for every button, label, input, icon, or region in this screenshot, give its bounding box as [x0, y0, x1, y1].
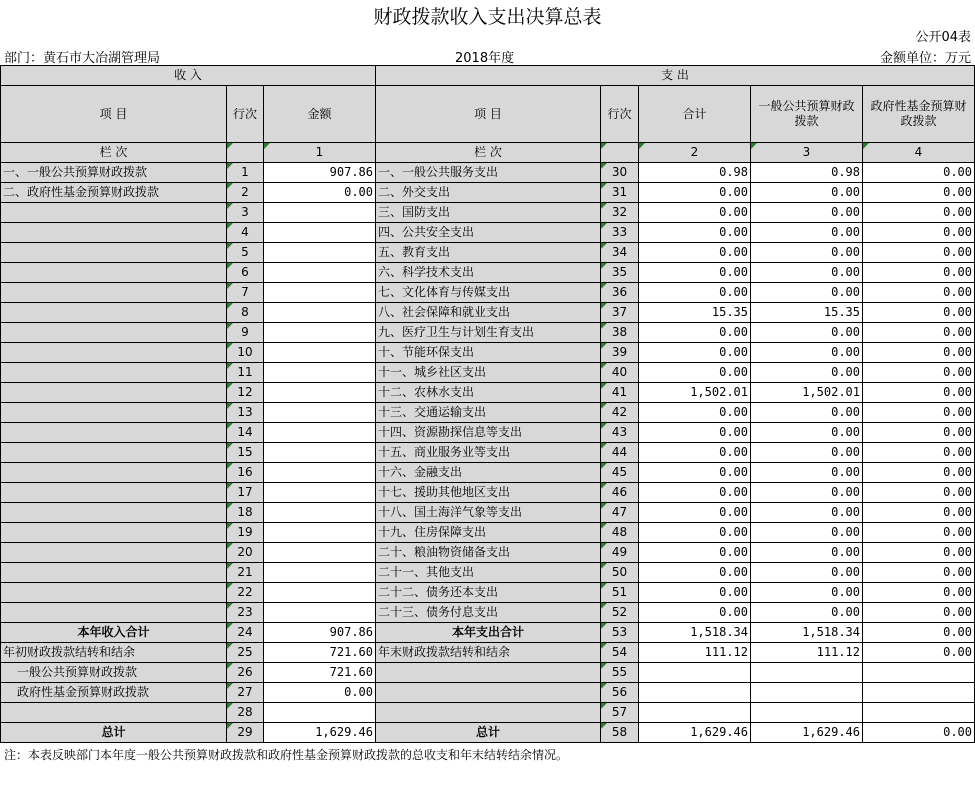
income-item-cell: 本年收入合计: [1, 623, 227, 643]
income-row-no-cell: 6: [227, 263, 264, 283]
income-amount-cell: [264, 583, 376, 603]
income-amount-cell: 0.00: [264, 683, 376, 703]
income-amount-cell: 721.60: [264, 643, 376, 663]
expense-gov-fund-cell: 0.00: [863, 643, 975, 663]
expense-total-cell: 0.00: [639, 543, 751, 563]
expense-total-cell: 0.00: [639, 443, 751, 463]
income-row-no-cell: 19: [227, 523, 264, 543]
table-row: [1, 563, 975, 583]
expense-general-budget-cell: 0.00: [751, 603, 863, 623]
income-row-no-cell: 21: [227, 563, 264, 583]
expense-item-cell: 十九、住房保障支出: [376, 523, 601, 543]
income-amount-cell: [264, 403, 376, 423]
fiscal-year: 2018年度: [455, 51, 515, 66]
income-row-no-cell: 4: [227, 223, 264, 243]
expense-item-cell: 二十二、债务还本支出: [376, 583, 601, 603]
expense-total-cell: [639, 703, 751, 723]
expense-row-no-cell: 41: [601, 383, 639, 403]
expense-gov-fund-cell: 0.00: [863, 463, 975, 483]
expense-general-budget-cell: 1,518.34: [751, 623, 863, 643]
expense-row-no-cell: 43: [601, 423, 639, 443]
expense-item-cell: 十六、金融支出: [376, 463, 601, 483]
expense-gov-fund-cell: [863, 663, 975, 683]
income-row-no-cell: 12: [227, 383, 264, 403]
expense-general-budget-cell: 0.00: [751, 363, 863, 383]
expense-row-no-cell: 38: [601, 323, 639, 343]
table-row: [1, 603, 975, 623]
expense-item-cell: 十七、援助其他地区支出: [376, 483, 601, 503]
table-row: [1, 523, 975, 543]
expense-row-no-cell: 58: [601, 723, 639, 743]
income-row-no-cell: 29: [227, 723, 264, 743]
expense-gov-fund-cell: 0.00: [863, 443, 975, 463]
expense-general-budget-cell: 0.00: [751, 463, 863, 483]
table-row: [1, 343, 975, 363]
expense-item-cell: 七、文化体育与传媒支出: [376, 283, 601, 303]
expense-general-budget-cell: 0.00: [751, 223, 863, 243]
expense-row-no-cell: 47: [601, 503, 639, 523]
expense-row-no-cell: 33: [601, 223, 639, 243]
expense-gov-fund-cell: 0.00: [863, 243, 975, 263]
appropriation-summary-table: [0, 65, 975, 743]
column-index-1: 1: [264, 143, 376, 163]
table-row: [1, 583, 975, 603]
expense-general-budget-cell: 15.35: [751, 303, 863, 323]
income-item-cell: [1, 563, 227, 583]
expense-general-budget-cell: [751, 663, 863, 683]
expense-general-budget-cell: 0.00: [751, 343, 863, 363]
income-amount-cell: [264, 323, 376, 343]
expense-item-cell: 二十三、债务付息支出: [376, 603, 601, 623]
table-row: [1, 423, 975, 443]
expense-gov-fund-cell: 0.00: [863, 283, 975, 303]
expense-item-cell: 十五、商业服务业等支出: [376, 443, 601, 463]
expense-row-no-header: 行次: [601, 86, 639, 143]
expense-total-cell: 0.00: [639, 203, 751, 223]
income-item-cell: [1, 443, 227, 463]
table-row: [1, 303, 975, 323]
expense-gov-fund-cell: 0.00: [863, 543, 975, 563]
table-row: [1, 703, 975, 723]
table-row: [1, 203, 975, 223]
income-amount-cell: [264, 383, 376, 403]
expense-general-budget-cell: 0.00: [751, 443, 863, 463]
expense-row-no-cell: 53: [601, 623, 639, 643]
income-amount-cell: 907.86: [264, 163, 376, 183]
table-row: [1, 503, 975, 523]
income-row-no-cell: 26: [227, 663, 264, 683]
income-amount-header: 金额: [264, 86, 376, 143]
expense-row-no-cell: 57: [601, 703, 639, 723]
expense-row-no-cell: 56: [601, 683, 639, 703]
table-row: [1, 643, 975, 663]
expense-item-cell: 二十一、其他支出: [376, 563, 601, 583]
expense-gov-fund-cell: 0.00: [863, 183, 975, 203]
income-amount-cell: [264, 343, 376, 363]
income-item-cell: [1, 463, 227, 483]
expense-general-budget-cell: 1,502.01: [751, 383, 863, 403]
income-amount-cell: [264, 703, 376, 723]
income-item-cell: [1, 343, 227, 363]
income-item-header: 项 目: [1, 86, 227, 143]
expense-gov-fund-cell: 0.00: [863, 263, 975, 283]
expense-row-no-cell: 51: [601, 583, 639, 603]
income-item-cell: 二、政府性基金预算财政拨款: [1, 183, 227, 203]
income-row-no-cell: 27: [227, 683, 264, 703]
income-amount-cell: 0.00: [264, 183, 376, 203]
expense-gov-fund-cell: 0.00: [863, 403, 975, 423]
income-amount-cell: 1,629.46: [264, 723, 376, 743]
income-item-cell: [1, 363, 227, 383]
income-row-no-cell: 1: [227, 163, 264, 183]
income-item-cell: [1, 223, 227, 243]
income-row-no-cell: 25: [227, 643, 264, 663]
expense-item-cell: 二、外交支出: [376, 183, 601, 203]
footnote: 注：本表反映部门本年度一般公共预算财政拨款和政府性基金预算财政拨款的总收支和年末结转结余情况。: [4, 748, 569, 762]
expense-total-cell: 1,518.34: [639, 623, 751, 643]
income-row-no-cell: 15: [227, 443, 264, 463]
expense-row-no-cell: 48: [601, 523, 639, 543]
column-index-3: 3: [751, 143, 863, 163]
income-item-cell: [1, 283, 227, 303]
expense-gov-fund-cell: 0.00: [863, 303, 975, 323]
income-item-cell: [1, 323, 227, 343]
expense-gov-fund-cell: 0.00: [863, 343, 975, 363]
amount-unit: 金额单位：万元: [879, 51, 971, 66]
expense-item-cell: 本年支出合计: [376, 623, 601, 643]
expense-item-cell: 十八、国土海洋气象等支出: [376, 503, 601, 523]
expense-row-no-cell: 31: [601, 183, 639, 203]
expense-gov-fund-cell: 0.00: [863, 383, 975, 403]
income-row-no-header: 行次: [227, 86, 264, 143]
column-index-2: 2: [639, 143, 751, 163]
expense-row-no-cell: 49: [601, 543, 639, 563]
expense-total-cell: 0.98: [639, 163, 751, 183]
table-row: [1, 443, 975, 463]
income-amount-cell: [264, 423, 376, 443]
income-amount-cell: 721.60: [264, 663, 376, 683]
expense-total-cell: 0.00: [639, 423, 751, 443]
expense-general-budget-cell: 0.00: [751, 243, 863, 263]
expense-item-cell: 一、一般公共服务支出: [376, 163, 601, 183]
expense-general-budget-cell: [751, 703, 863, 723]
expense-general-budget-cell: 0.00: [751, 283, 863, 303]
expense-item-cell: 十三、交通运输支出: [376, 403, 601, 423]
income-row-no-cell: 11: [227, 363, 264, 383]
expense-item-cell: [376, 683, 601, 703]
expense-total-cell: 0.00: [639, 183, 751, 203]
income-row-no-cell: 28: [227, 703, 264, 723]
table-row: [1, 283, 975, 303]
expense-total-cell: 0.00: [639, 403, 751, 423]
report-title: 财政拨款收入支出决算总表: [373, 6, 602, 28]
income-row-no-cell: 16: [227, 463, 264, 483]
expense-gov-fund-cell: 0.00: [863, 623, 975, 643]
expense-gov-fund-cell: 0.00: [863, 483, 975, 503]
income-item-cell: [1, 403, 227, 423]
table-row: [1, 223, 975, 243]
expense-total-cell: 1,629.46: [639, 723, 751, 743]
income-item-cell: [1, 423, 227, 443]
income-amount-cell: [264, 523, 376, 543]
income-amount-cell: [264, 363, 376, 383]
expense-item-cell: [376, 703, 601, 723]
income-amount-cell: [264, 303, 376, 323]
income-row-no-cell: 10: [227, 343, 264, 363]
column-index-label-left: 栏 次: [1, 143, 227, 163]
expense-total-cell: 0.00: [639, 263, 751, 283]
column-index-label-right: 栏 次: [376, 143, 601, 163]
expense-gov-fund-cell: 0.00: [863, 563, 975, 583]
income-row-no-cell: 17: [227, 483, 264, 503]
expense-item-cell: 十二、农林水支出: [376, 383, 601, 403]
income-item-cell: [1, 263, 227, 283]
expense-row-no-cell: 55: [601, 663, 639, 683]
expense-total-cell: 0.00: [639, 603, 751, 623]
expense-gov-fund-cell: 0.00: [863, 423, 975, 443]
expense-general-budget-cell: 0.00: [751, 503, 863, 523]
expense-gov-fund-cell: 0.00: [863, 603, 975, 623]
expense-general-budget-cell: 111.12: [751, 643, 863, 663]
expense-item-cell: 总计: [376, 723, 601, 743]
income-amount-cell: [264, 503, 376, 523]
expense-gov-fund-cell: 0.00: [863, 363, 975, 383]
expense-gov-fund-cell: [863, 683, 975, 703]
table-row: [1, 263, 975, 283]
expense-row-no-cell: 40: [601, 363, 639, 383]
expense-row-no-cell: 35: [601, 263, 639, 283]
expense-total-cell: 0.00: [639, 363, 751, 383]
income-row-no-cell: 9: [227, 323, 264, 343]
column-index-blank-right: [601, 143, 639, 163]
expense-gov-fund-cell: 0.00: [863, 203, 975, 223]
expense-total-cell: 0.00: [639, 583, 751, 603]
expense-row-no-cell: 36: [601, 283, 639, 303]
expense-row-no-cell: 37: [601, 303, 639, 323]
expense-row-no-cell: 50: [601, 563, 639, 583]
expense-general-budget-cell: 1,629.46: [751, 723, 863, 743]
table-row: [1, 163, 975, 183]
table-row: [1, 723, 975, 743]
income-item-cell: 政府性基金预算财政拨款: [1, 683, 227, 703]
expense-gov-fund-cell: 0.00: [863, 723, 975, 743]
table-row: [1, 463, 975, 483]
column-index-blank-left: [227, 143, 264, 163]
expense-row-no-cell: 32: [601, 203, 639, 223]
expense-general-budget-cell: 0.00: [751, 563, 863, 583]
expense-total-cell: 0.00: [639, 343, 751, 363]
table-row: [1, 683, 975, 703]
expense-total-cell: 1,502.01: [639, 383, 751, 403]
expense-row-no-cell: 42: [601, 403, 639, 423]
income-item-cell: [1, 503, 227, 523]
department-label: 部门：黄石市大冶湖管理局: [4, 51, 161, 66]
income-amount-cell: 907.86: [264, 623, 376, 643]
income-item-cell: 总计: [1, 723, 227, 743]
income-item-cell: [1, 523, 227, 543]
expense-total-cell: 0.00: [639, 483, 751, 503]
expense-item-cell: 十、节能环保支出: [376, 343, 601, 363]
income-row-no-cell: 5: [227, 243, 264, 263]
income-item-cell: 年初财政拨款结转和结余: [1, 643, 227, 663]
expense-gov-fund-cell: 0.00: [863, 503, 975, 523]
income-amount-cell: [264, 463, 376, 483]
expense-item-cell: 三、国防支出: [376, 203, 601, 223]
expense-total-cell: [639, 683, 751, 703]
expense-row-no-cell: 44: [601, 443, 639, 463]
expense-total-cell: [639, 663, 751, 683]
expense-row-no-cell: 30: [601, 163, 639, 183]
table-row: [1, 623, 975, 643]
column-index-4: 4: [863, 143, 975, 163]
gov-fund-header: 政府性基金预算财政拨款: [863, 86, 975, 143]
income-row-no-cell: 7: [227, 283, 264, 303]
expense-general-budget-cell: 0.00: [751, 403, 863, 423]
expense-general-budget-cell: 0.98: [751, 163, 863, 183]
income-amount-cell: [264, 563, 376, 583]
income-row-no-cell: 22: [227, 583, 264, 603]
income-row-no-cell: 23: [227, 603, 264, 623]
expense-general-budget-cell: 0.00: [751, 523, 863, 543]
income-item-cell: [1, 203, 227, 223]
expense-item-cell: 八、社会保障和就业支出: [376, 303, 601, 323]
expense-item-cell: 十四、资源勘探信息等支出: [376, 423, 601, 443]
income-item-cell: [1, 383, 227, 403]
expense-total-cell: 111.12: [639, 643, 751, 663]
expense-total-cell: 0.00: [639, 283, 751, 303]
expense-gov-fund-cell: 0.00: [863, 323, 975, 343]
expense-total-cell: 0.00: [639, 243, 751, 263]
expense-item-cell: 十一、城乡社区支出: [376, 363, 601, 383]
income-row-no-cell: 24: [227, 623, 264, 643]
income-amount-cell: [264, 543, 376, 563]
table-row: [1, 543, 975, 563]
income-row-no-cell: 3: [227, 203, 264, 223]
expense-item-cell: 五、教育支出: [376, 243, 601, 263]
income-item-cell: [1, 703, 227, 723]
expense-general-budget-cell: 0.00: [751, 323, 863, 343]
expense-general-budget-cell: 0.00: [751, 543, 863, 563]
expense-row-no-cell: 34: [601, 243, 639, 263]
table-row: [1, 183, 975, 203]
table-row: [1, 403, 975, 423]
expense-item-cell: 九、医疗卫生与计划生育支出: [376, 323, 601, 343]
expense-row-no-cell: 45: [601, 463, 639, 483]
expense-item-cell: 四、公共安全支出: [376, 223, 601, 243]
income-amount-cell: [264, 443, 376, 463]
expense-total-cell: 0.00: [639, 223, 751, 243]
expense-total-cell: 0.00: [639, 563, 751, 583]
income-amount-cell: [264, 483, 376, 503]
income-row-no-cell: 8: [227, 303, 264, 323]
expense-total-cell: 0.00: [639, 463, 751, 483]
expense-total-cell: 0.00: [639, 323, 751, 343]
income-amount-cell: [264, 203, 376, 223]
expense-row-no-cell: 46: [601, 483, 639, 503]
income-row-no-cell: 14: [227, 423, 264, 443]
expense-total-header: 合计: [639, 86, 751, 143]
table-row: [1, 383, 975, 403]
expense-general-budget-cell: 0.00: [751, 583, 863, 603]
income-row-no-cell: 20: [227, 543, 264, 563]
income-item-cell: [1, 243, 227, 263]
expense-total-cell: 0.00: [639, 503, 751, 523]
expense-row-no-cell: 54: [601, 643, 639, 663]
expense-item-cell: 六、科学技术支出: [376, 263, 601, 283]
expense-general-budget-cell: 0.00: [751, 203, 863, 223]
income-row-no-cell: 18: [227, 503, 264, 523]
expense-gov-fund-cell: [863, 703, 975, 723]
table-row: [1, 663, 975, 683]
income-row-no-cell: 13: [227, 403, 264, 423]
table-row: [1, 363, 975, 383]
expense-item-header: 项 目: [376, 86, 601, 143]
income-item-cell: [1, 603, 227, 623]
income-item-cell: [1, 303, 227, 323]
expense-item-cell: 二十、粮油物资储备支出: [376, 543, 601, 563]
expense-general-budget-cell: 0.00: [751, 423, 863, 443]
expense-general-budget-cell: 0.00: [751, 183, 863, 203]
expense-gov-fund-cell: 0.00: [863, 583, 975, 603]
expense-row-no-cell: 39: [601, 343, 639, 363]
expense-general-budget-cell: [751, 683, 863, 703]
expense-section-header: 支 出: [376, 66, 975, 86]
income-amount-cell: [264, 603, 376, 623]
income-amount-cell: [264, 263, 376, 283]
expense-gov-fund-cell: 0.00: [863, 223, 975, 243]
income-amount-cell: [264, 243, 376, 263]
income-row-no-cell: 2: [227, 183, 264, 203]
table-row: [1, 323, 975, 343]
expense-general-budget-cell: 0.00: [751, 483, 863, 503]
income-item-cell: 一、一般公共预算财政拨款: [1, 163, 227, 183]
general-budget-header: 一般公共预算财政拨款: [751, 86, 863, 143]
expense-total-cell: 0.00: [639, 523, 751, 543]
form-code: 公开04表: [915, 30, 971, 45]
table-row: [1, 243, 975, 263]
income-item-cell: [1, 583, 227, 603]
table-row: [1, 483, 975, 503]
income-section-header: 收 入: [1, 66, 376, 86]
income-amount-cell: [264, 283, 376, 303]
expense-gov-fund-cell: 0.00: [863, 163, 975, 183]
expense-item-cell: 年末财政拨款结转和结余: [376, 643, 601, 663]
expense-item-cell: [376, 663, 601, 683]
income-item-cell: [1, 483, 227, 503]
expense-gov-fund-cell: 0.00: [863, 523, 975, 543]
expense-general-budget-cell: 0.00: [751, 263, 863, 283]
income-item-cell: 一般公共预算财政拨款: [1, 663, 227, 683]
expense-row-no-cell: 52: [601, 603, 639, 623]
income-item-cell: [1, 543, 227, 563]
expense-total-cell: 15.35: [639, 303, 751, 323]
income-amount-cell: [264, 223, 376, 243]
